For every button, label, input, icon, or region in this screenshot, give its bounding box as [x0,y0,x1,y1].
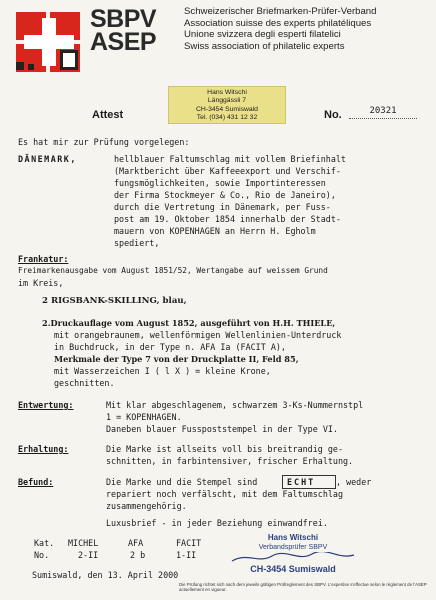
entwertung-label: Entwertung: [18,400,74,410]
catalog-no-label: No. [34,550,50,560]
erhaltung-line: Die Marke ist allseits voll bis breitrandig ge- [106,444,343,454]
catalog-kat-label: Kat. [34,538,55,548]
catalog-michel-value: 2-II [78,550,99,560]
befund-line: zusammengehörig. [106,501,187,511]
legal-small-print: Die Prüfung richtet sich nach dem jeweils gültigen Prüfreglement des SBPV. L'expertise s'effectue selon le règlement de l'ASEP actuellement en vigueur. [179,582,427,593]
logo-line-1: SBPV [90,5,157,33]
attest-label: Attest [92,109,124,121]
frankatur-line: im Kreis, [18,278,64,288]
number-label: No. [324,109,342,121]
catalog-afa-value: 2 b [130,550,146,560]
stamp-title: 2 RIGSBANK-SKILLING, blau, [42,296,187,306]
logo-line-2: ASEP [90,28,157,56]
luxus-line: Luxusbrief - in jeder Beziehung einwandfrei. [106,518,328,528]
frankatur-line: Freimarkenausgabe vom August 1851/52, Wertangabe auf weissem Grund [18,266,328,275]
befund-line: repariert noch verfälscht, mit dem Faltumschlag [106,489,343,499]
country-heading: DÄNEMARK, [18,154,77,164]
assoc-line: Schweizerischer Briefmarken-Prüfer-Verband [184,6,377,17]
befund-line: , weder [336,477,372,487]
merkmale-line: Merkmale der Type 7 von der Druckplatte II, Feld 85, [54,354,299,364]
catalog-afa-label: AFA [128,538,144,548]
befund-label: Befund: [18,477,54,487]
echt-text: ECHT [287,477,316,487]
entwertung-line: Daneben blauer Fusspoststempel in der Type VI. [106,424,338,434]
assoc-line: Swiss association of philatelic experts [184,40,345,52]
entwertung-line: Mit klar abgeschlagenem, schwarzem 3-Ks-Nummernstpl [106,400,364,410]
signature-scribble-icon [228,552,358,564]
description-line: (Marktbericht über Kaffeeexport und Verschif- [114,166,341,176]
intro-text: Es hat mir zur Prüfung vorgelegen: [18,137,190,147]
befund-line: Die Marke und die Stempel sind [106,477,258,487]
catalog-facit-value: 1-II [176,550,197,560]
expert-stamp-line: Tel. (034) 431 12 32 [196,114,258,122]
issue-detail-line: in Buchdruck, in der Type n. AFA Ia (FACIT A), [54,342,286,352]
description-line: fungsmöglichkeiten, sowie Importinteressen [114,178,326,188]
expert-address-stamp [168,86,286,124]
description-line: post am 19. Oktober 1854 innerhalb der Stadt- [114,214,341,224]
sig-title: Verbandsprüfer SBPV [258,544,328,551]
sbpv-logo-icon [14,10,84,74]
issue-detail-line: mit orangebraunem, wellenförmigen Wellenlinien-Unterdruck [54,330,342,340]
catalog-facit-label: FACIT [176,538,202,548]
watermark-line: geschnitten. [54,378,115,388]
issue-line: 2.Druckauflage vom August 1852, ausgeführt von H.H. THIELE, [42,318,336,328]
description-line: mauern von KOPENHAGEN an Herrn H. Egholm [114,226,316,236]
assoc-line: Unione svizzera degli esperti filatelici [184,29,341,40]
sig-place: CH-3454 Sumiswald [250,564,336,574]
catalog-michel-label: MICHEL [68,538,99,548]
erhaltung-label: Erhaltung: [18,444,69,454]
expert-stamp-line: Hans Witschi [207,89,247,96]
expert-stamp-line: Länggässli 7 [207,97,247,105]
description-line: hellblauer Faltumschlag mit vollem Briefinhalt [114,154,346,164]
frankatur-label: Frankatur: [18,254,69,264]
assoc-line: Association suisse des experts philatéliques [184,17,372,29]
watermark-line: mit Wasserzeichen I ( l X ) = kleine Krone, [54,366,271,376]
logo-wordmark [90,5,157,56]
erhaltung-line: schnitten, in farbintensiver, frischer Erhaltung. [106,456,354,466]
description-line: der Firma Stockmeyer & Co., Rio de Janeiro), [114,190,336,200]
expert-signature-stamp [228,533,358,575]
date-line: Sumiswald, den 13. April 2000 [32,570,179,580]
description-line: spediert, [114,238,160,248]
description-line: durch die Vertretung in Dänemark, per Fuss- [114,202,331,212]
entwertung-line: 1 = KOPENHAGEN. [106,412,182,422]
attest-number: 20321 [349,104,417,119]
association-names [184,6,376,52]
sig-name: Hans Witschi [267,533,319,542]
expert-stamp-line: CH-3454 Sumiswald [196,105,258,113]
